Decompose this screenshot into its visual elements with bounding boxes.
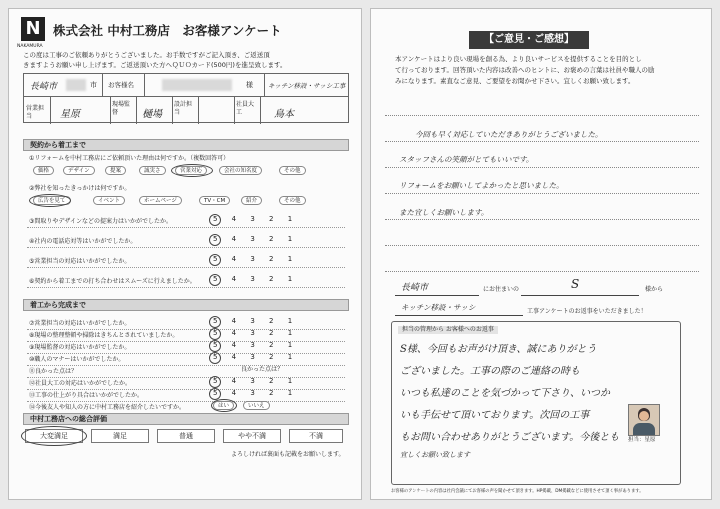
reason-option[interactable]: 価格 — [33, 166, 54, 175]
question-row — [27, 399, 345, 414]
question-row — [27, 253, 345, 268]
reason-option[interactable]: その他 — [279, 166, 306, 175]
city-handwritten: 長崎市 — [30, 82, 58, 92]
site-name: 樋場 — [142, 109, 162, 120]
answer-yes[interactable]: はい — [213, 401, 234, 410]
evaluation-option[interactable]: 普通 — [157, 429, 215, 443]
question-text: ⑥契約から着工までの打ち合わせはスムーズに行えましたか。 — [29, 278, 196, 285]
reply-line: いつも私達のことを気づかって下さり、いつか — [400, 388, 610, 399]
staff-caption: 担当：星原 — [628, 437, 656, 443]
question-text: ⑤営業担当の対応はいかがでしたか。 — [29, 258, 131, 265]
logo-text: NAKAMURA — [17, 44, 43, 49]
question-row — [27, 213, 345, 228]
design-label: 設計担当 — [174, 101, 193, 116]
selected-mark — [209, 234, 221, 246]
selected-mark — [171, 164, 213, 177]
rating-scale[interactable]: 5 4 3 2 1 — [213, 215, 299, 223]
intro-line-1: この度は工事のご依頼ありがとうございました。お手数ですがご記入頂き、ご返送頂 — [23, 51, 270, 59]
comment-line-1: 今回も早く対応していただきありがとうございました。 — [415, 130, 603, 139]
sales-name: 星原 — [60, 109, 80, 120]
comment-line-2: スタッフさんの笑顔がとてもいいです。 — [399, 155, 534, 164]
reply-line: 宜しくお願い致します — [400, 451, 470, 459]
work-handwritten: キッチン移設・サッシ工事 — [268, 82, 346, 90]
respondent-city: 長崎市 — [401, 283, 429, 293]
question-text: ⑪良かった点は？ — [29, 368, 78, 375]
intro-line-2: きますようお願い申し上げます。ご返送頂いた方へＱＵＯカード(500円)を進呈致します。 — [23, 61, 287, 69]
good-point-prompt: 良かった点は？ — [241, 366, 284, 373]
comment-rule — [385, 193, 699, 194]
footer-note: よろしければ裏面も記載をお願いします。 — [231, 451, 345, 458]
reason-option[interactable]: 会社の知名度 — [219, 166, 262, 175]
rating-scale[interactable]: 5 4 3 2 1 — [213, 389, 299, 397]
answer-no[interactable]: いいえ — [243, 401, 270, 410]
question-text: ⑩職人のマナーはいかがでしたか。 — [29, 356, 125, 363]
rating-scale[interactable]: 5 4 3 2 1 — [213, 353, 299, 361]
carpenter-label: 社員大工 — [236, 101, 255, 116]
comments-header: 【ご意見・ご感想】 — [469, 31, 589, 49]
reply-line: ございました。工事の際のご連絡の時も — [400, 366, 580, 377]
comment-rule — [385, 219, 699, 220]
comment-rule — [385, 115, 699, 116]
reason-option[interactable]: 営業対応 — [175, 166, 207, 175]
rating-scale[interactable]: 5 4 3 2 1 — [213, 341, 299, 349]
question-text: ⑫社員大工の対応はいかがでしたか。 — [29, 380, 132, 387]
selected-mark — [21, 426, 87, 446]
comments-intro-1: 本アンケートはより良い現場を創る為、より良いサービスを提供することを目的とし — [395, 55, 642, 63]
trigger-option[interactable]: 広告を見て — [33, 196, 71, 205]
survey-title: 株式会社 中村工務店 お客様アンケート — [53, 23, 282, 38]
section-overall-evaluation: 中村工務店への総合評価 — [23, 413, 349, 425]
customer-name-label: お客様名 — [108, 81, 134, 89]
question-row — [27, 273, 345, 288]
trigger-option[interactable]: TV・CM — [199, 196, 230, 205]
survey-back-page — [370, 8, 712, 500]
evaluation-option[interactable]: 満足 — [91, 429, 149, 443]
reply-title: 担当の管理から お客様へのお返事 — [398, 326, 498, 334]
carpenter-name: 鳥本 — [274, 109, 294, 120]
staff-reply-box — [391, 321, 681, 485]
reply-line: いも手伝せて頂いております。次回の工事 — [400, 410, 590, 421]
question-text: ③間取りやデザインなどの提案力はいかがでしたか。 — [29, 218, 172, 225]
question-trigger: ②弊社を知ったきっかけは何ですか。 — [29, 185, 131, 192]
customer-info-table — [23, 73, 349, 123]
sama-label: 様 — [246, 81, 253, 89]
selected-mark — [209, 274, 221, 286]
question-text: ⑭今後友人や知人の方に中村工務店を紹介したいですか。 — [29, 404, 186, 411]
comment-rule — [385, 245, 699, 246]
comments-intro-3: みになります。素直なご意見、ご要望をお聞かせ下さい。宜しくお願い致します。 — [395, 77, 635, 85]
selected-mark — [29, 194, 71, 207]
evaluation-option[interactable]: やや不満 — [223, 429, 281, 443]
comment-rule — [385, 271, 699, 272]
rating-scale[interactable]: 5 4 3 2 1 — [213, 275, 299, 283]
comment-line-3: リフォームをお願いしてよかったと思いました。 — [399, 181, 564, 190]
company-logo: N — [21, 17, 45, 41]
bottom-note: お客様のアンケートの内容は社内会議にてお客様の声を聞かせて頂きます。HP掲載、DM掲載などに使用させて頂く事があります。 — [391, 489, 644, 494]
question-reason: ①リフォームを中村工務店にご依頼頂いた理由は何ですか。（複数回答可） — [29, 155, 230, 162]
city-suffix: 市 — [90, 81, 97, 89]
work-handwritten-right: キッチン移設・サッシ — [401, 303, 476, 312]
selected-mark — [209, 254, 221, 266]
comment-line-4: また宜しくお願いします。 — [399, 208, 489, 217]
question-text: ⑧現場の整理整頓や掃除はきちんとされていましたか。 — [29, 332, 179, 339]
reason-option[interactable]: 誠実さ — [139, 166, 166, 175]
section-start-to-completion: 着工から完成まで — [23, 299, 349, 311]
section-contract-to-start: 契約から着工まで — [23, 139, 349, 151]
evaluation-option[interactable]: 大変満足 — [25, 429, 83, 443]
question-text: ⑬工事の仕上がり具合はいかがでしたか。 — [29, 392, 144, 399]
reply-line: S様、今回もお声がけ頂き、誠にありがとう — [400, 344, 597, 355]
live-label: にお住まいの — [483, 286, 520, 293]
question-text: ⑦営業担当の対応はいかがでしたか。 — [29, 320, 131, 327]
selected-mark — [211, 399, 237, 412]
reason-option[interactable]: 提案 — [105, 166, 126, 175]
rating-scale[interactable]: 5 4 3 2 1 — [213, 329, 299, 337]
survey-front-page — [8, 8, 362, 500]
rating-scale[interactable]: 5 4 3 2 1 — [213, 235, 299, 243]
trigger-option[interactable]: その他 — [279, 196, 306, 205]
respondent-initial: S — [571, 277, 580, 291]
trigger-option[interactable]: 紹介 — [241, 196, 262, 205]
sama-from-label: 様から — [645, 286, 664, 293]
question-text: ⑨現場監督の対応はいかがでしたか。 — [29, 344, 131, 351]
reply-line: もお問い合わせありがとうございます。今後とも — [400, 432, 620, 443]
work-reply-label: 工事アンケートのお返事をいただきました！ — [527, 308, 647, 315]
rating-scale[interactable]: 5 4 3 2 1 — [213, 377, 299, 385]
trigger-option[interactable]: ホームページ — [139, 196, 182, 205]
trigger-option[interactable]: イベント — [93, 196, 125, 205]
rating-scale[interactable]: 5 4 3 2 1 — [213, 317, 299, 325]
sales-label: 営業担当 — [26, 105, 45, 120]
rating-scale[interactable]: 5 4 3 2 1 — [213, 255, 299, 263]
comment-rule — [385, 167, 699, 168]
site-label: 現場監督 — [112, 101, 131, 116]
reason-option[interactable]: デザイン — [63, 166, 95, 175]
question-text: ④社内の電話応対等はいかがでしたか。 — [29, 238, 137, 245]
comments-intro-2: て行っております。回答頂いた内容は改善へのヒントに、お褒めの言葉は社員や職人の励 — [395, 66, 655, 74]
question-row — [27, 233, 345, 248]
staff-photo — [628, 404, 660, 436]
comment-rule — [385, 141, 699, 142]
evaluation-option[interactable]: 不満 — [289, 429, 343, 443]
respondent-initial-box — [521, 279, 639, 296]
selected-mark — [209, 214, 221, 226]
